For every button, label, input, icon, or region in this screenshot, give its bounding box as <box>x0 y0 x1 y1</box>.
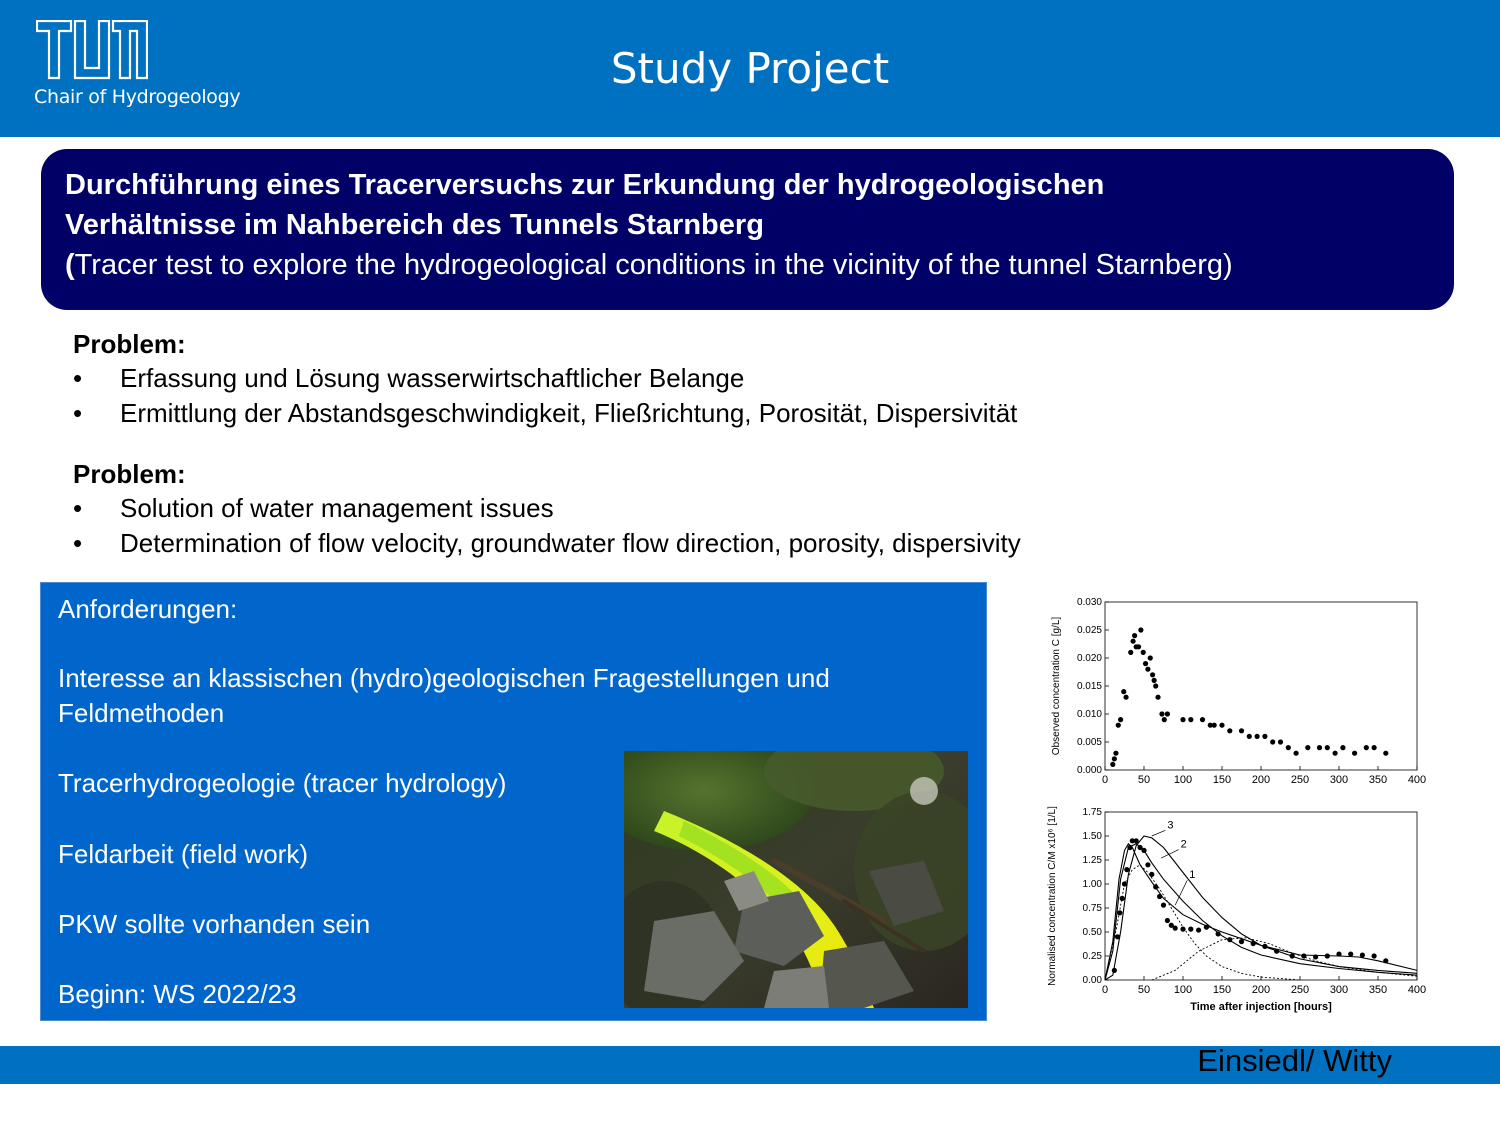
data-point <box>1219 723 1224 728</box>
y-tick-label: 0.25 <box>1082 951 1102 962</box>
y-tick-label: 0.005 <box>1076 737 1102 748</box>
data-point <box>1200 717 1205 722</box>
y-tick-label: 0.025 <box>1076 625 1102 636</box>
x-tick-label: 200 <box>1251 774 1271 786</box>
x-tick-label: 250 <box>1290 774 1310 786</box>
curve-leader <box>1161 850 1179 859</box>
data-point <box>1204 925 1209 930</box>
data-point <box>1115 934 1120 939</box>
data-point <box>1255 734 1260 739</box>
data-point <box>1247 734 1252 739</box>
data-point <box>1239 728 1244 733</box>
data-point <box>1239 939 1244 944</box>
data-point <box>1286 745 1291 750</box>
data-point <box>1188 717 1193 722</box>
data-point <box>1165 918 1170 923</box>
data-point <box>1152 678 1157 683</box>
page-title: Study Project <box>610 44 890 93</box>
y-tick-label: 0.015 <box>1076 681 1102 692</box>
data-point <box>1305 745 1310 750</box>
tracer-dye-stream-photo-icon <box>624 751 968 1008</box>
data-point <box>1149 872 1154 877</box>
y-tick-label: 1.00 <box>1082 879 1102 890</box>
requirements-heading: Anforderungen: <box>58 594 238 624</box>
authors: Einsiedl/ Witty <box>1197 1043 1392 1078</box>
data-point <box>1155 695 1160 700</box>
x-tick-label: 300 <box>1329 984 1349 996</box>
list-item: • Ermittlung der Abstandsgeschwindigkeit, Fließrichtung, Porosität, Dispersivität <box>73 396 1017 431</box>
data-point <box>1162 717 1167 722</box>
title-line-2: Verhältnisse im Nahbereich des Tunnels Starnberg <box>65 209 764 241</box>
x-tick-label: 400 <box>1407 984 1427 996</box>
data-point <box>1161 903 1166 908</box>
data-point <box>1313 954 1318 959</box>
data-point <box>1290 953 1295 958</box>
requirement-interest-cont: Feldmethoden <box>58 698 225 728</box>
title-paren: ( <box>65 249 75 281</box>
data-point <box>1333 751 1338 756</box>
requirement-fieldwork: Feldarbeit (field work) <box>58 839 308 869</box>
data-point <box>1153 683 1158 688</box>
data-point <box>1148 655 1153 660</box>
x-tick-label: 150 <box>1212 774 1232 786</box>
data-point <box>1116 723 1121 728</box>
data-point <box>1173 926 1178 931</box>
plot-frame <box>1105 602 1417 770</box>
data-point <box>1122 881 1127 886</box>
data-point <box>1262 944 1267 949</box>
x-axis-label: Time after injection [hours] <box>1190 1001 1332 1013</box>
problem-list-de <box>73 361 1017 431</box>
data-point <box>1364 745 1369 750</box>
problem-heading-de: Problem: <box>73 329 186 359</box>
problem-list-en <box>73 491 1021 561</box>
data-point <box>1113 751 1118 756</box>
title-line-1: Durchführung eines Tracerversuchs zur Erkundung der hydrogeologischen <box>65 169 1105 201</box>
data-point <box>1180 927 1185 932</box>
x-tick-label: 200 <box>1251 984 1271 996</box>
concentration-chart <box>1045 590 1445 795</box>
header-bar <box>0 0 1500 137</box>
x-tick-label: 100 <box>1173 774 1193 786</box>
x-tick-label: 50 <box>1137 774 1151 786</box>
series-line <box>1152 938 1417 980</box>
data-point <box>1188 927 1193 932</box>
data-point <box>1112 968 1117 973</box>
data-point <box>1340 745 1345 750</box>
x-tick-label: 100 <box>1173 984 1193 996</box>
y-axis-label: Normalised concentration C/M x10⁶ [1/L] <box>1047 806 1058 986</box>
data-point <box>1127 845 1132 850</box>
data-point <box>1227 937 1232 942</box>
data-point <box>1120 896 1125 901</box>
y-tick-label: 0.020 <box>1076 653 1102 664</box>
y-tick-label: 1.25 <box>1082 855 1102 866</box>
list-item: • Erfassung und Lösung wasserwirtschaftlicher Belange <box>73 361 1017 396</box>
data-point <box>1136 644 1141 649</box>
data-point <box>1301 953 1306 958</box>
data-point <box>1145 862 1150 867</box>
data-point <box>1352 751 1357 756</box>
problem-section-en <box>73 457 1021 561</box>
data-point <box>1216 931 1221 936</box>
y-tick-label: 0.50 <box>1082 927 1102 938</box>
curve-leader <box>1175 880 1187 905</box>
requirement-start: Beginn: WS 2022/23 <box>58 979 297 1009</box>
data-point <box>1270 739 1275 744</box>
x-tick-label: 350 <box>1368 984 1388 996</box>
tracer-photo <box>624 751 968 1008</box>
data-point <box>1134 838 1139 843</box>
data-point <box>1360 952 1365 957</box>
title-line-english <box>65 245 1430 285</box>
data-point <box>1383 958 1388 963</box>
y-tick-label: 0.010 <box>1076 709 1102 720</box>
data-point <box>1159 711 1164 716</box>
data-point <box>1138 627 1143 632</box>
data-point <box>1117 910 1122 915</box>
problem-heading-en: Problem: <box>73 459 186 489</box>
x-tick-label: 250 <box>1290 984 1310 996</box>
requirement-car: PKW sollte vorhanden sein <box>58 909 371 939</box>
data-point <box>1110 762 1115 767</box>
normalised-concentration-chart <box>1045 800 1445 1028</box>
list-item: • Solution of water management issues <box>73 491 1021 526</box>
title-english-text: Tracer test to explore the hydrogeological conditions in the vicinity of the tunnel Starnberg) <box>74 249 1233 281</box>
data-point <box>1118 717 1123 722</box>
requirement-tracer: Tracerhydrogeologie (tracer hydrology) <box>58 768 507 798</box>
data-point <box>1124 867 1129 872</box>
data-point <box>1157 894 1162 899</box>
y-tick-label: 0.75 <box>1082 903 1102 914</box>
data-point <box>1130 639 1135 644</box>
curve-label: 2 <box>1180 838 1187 851</box>
curve-leader <box>1152 830 1166 836</box>
data-point <box>1180 717 1185 722</box>
data-point <box>1121 689 1126 694</box>
data-point <box>1383 751 1388 756</box>
requirement-interest: Interesse an klassischen (hydro)geologischen Fragestellungen und <box>58 663 830 693</box>
x-tick-label: 0 <box>1101 774 1109 786</box>
chair-label: Chair of Hydrogeology <box>34 86 241 108</box>
y-tick-label: 1.50 <box>1082 831 1102 842</box>
curve-label: 3 <box>1167 819 1174 832</box>
data-point <box>1141 650 1146 655</box>
y-tick-label: 0.030 <box>1076 597 1102 608</box>
list-item: • Determination of flow velocity, groundwater flow direction, porosity, dispersivity <box>73 526 1021 561</box>
data-point <box>1251 941 1256 946</box>
data-point <box>1143 661 1148 666</box>
data-point <box>1123 695 1128 700</box>
data-point <box>1262 734 1267 739</box>
series-line <box>1105 836 1417 980</box>
x-tick-label: 400 <box>1407 774 1427 786</box>
data-point <box>1196 927 1201 932</box>
data-point <box>1153 884 1158 889</box>
data-point <box>1372 745 1377 750</box>
series-line <box>1105 865 1300 980</box>
x-tick-label: 150 <box>1212 984 1232 996</box>
data-point <box>1336 951 1341 956</box>
data-point <box>1227 728 1232 733</box>
data-point <box>1150 672 1155 677</box>
data-point <box>1212 723 1217 728</box>
x-tick-label: 50 <box>1137 984 1151 996</box>
data-point <box>1128 650 1133 655</box>
data-point <box>1325 953 1330 958</box>
project-title-box <box>41 149 1454 310</box>
y-tick-label: 1.75 <box>1082 807 1102 818</box>
y-axis-label: Observed concentration C [g/L] <box>1051 616 1062 756</box>
data-point <box>1278 739 1283 744</box>
data-point <box>1274 949 1279 954</box>
data-point <box>1317 745 1322 750</box>
x-tick-label: 300 <box>1329 774 1349 786</box>
data-point <box>1294 751 1299 756</box>
series-line <box>1105 844 1417 980</box>
data-point <box>1145 667 1150 672</box>
data-point <box>1112 756 1117 761</box>
x-tick-label: 0 <box>1101 984 1109 996</box>
problem-section-de <box>73 327 1017 431</box>
y-tick-label: 0.00 <box>1082 975 1102 986</box>
y-tick-label: 0.000 <box>1076 765 1102 776</box>
data-point <box>1372 953 1377 958</box>
data-point <box>1325 745 1330 750</box>
data-point <box>1165 711 1170 716</box>
data-point <box>1348 951 1353 956</box>
x-tick-label: 350 <box>1368 774 1388 786</box>
data-point <box>1141 848 1146 853</box>
curve-label: 1 <box>1189 869 1196 882</box>
data-point <box>1132 633 1137 638</box>
